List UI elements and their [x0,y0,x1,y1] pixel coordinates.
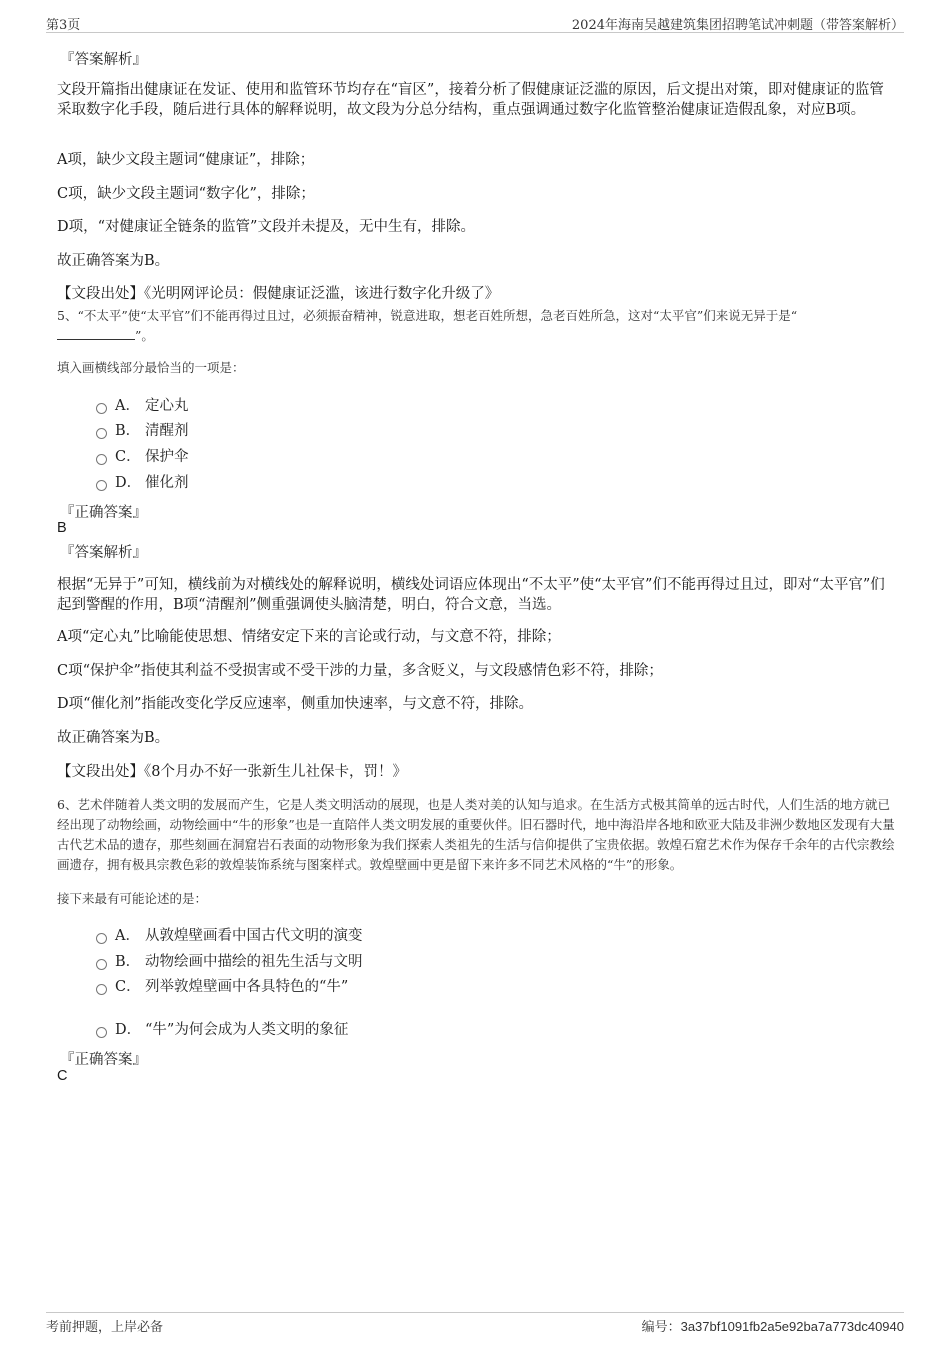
analysis-conclusion: 故正确答案为B。 [57,730,170,746]
q6-option-a[interactable]: A． 从敦煌壁画看中国古代文明的演变 [96,926,363,946]
footer-slogan: 考前押题，上岸必备 [46,1320,164,1335]
q5-option-d[interactable]: D． 催化剂 [96,473,189,493]
question-5-stem: 5、“不太平”使“太平官”们不能再得过且过，必须振奋精神，锐意进取，想老百姓所想，急老百姓所急，这对“太平官”们来说无异于是“ ”。 [57,308,798,343]
correct-answer: C [57,1068,68,1084]
radio-icon[interactable] [96,428,107,439]
radio-icon[interactable] [96,933,107,944]
radio-icon[interactable] [96,480,107,491]
q6-option-c[interactable]: C． 列举敦煌壁画中各具特色的“牛” [96,977,348,997]
source-citation: 【文段出处】《光明网评论员：假健康证泛滥，该进行数字化升级了》 [57,286,500,302]
source-citation: 【文段出处】《8个月办不好一张新生儿社保卡，罚！》 [57,764,407,780]
radio-icon[interactable] [96,403,107,414]
q5-option-a[interactable]: A． 定心丸 [96,396,189,416]
analysis-option-d: D项，“对健康证全链条的监管”文段并未提及，无中生有，排除。 [57,219,475,235]
q6-option-d[interactable]: D． “牛”为何会成为人类文明的象征 [96,1020,348,1040]
analysis-label: 『答案解析』 [60,52,147,68]
page-header [46,14,904,33]
analysis-option-c: C项，缺少文段主题词“数字化”，排除； [57,186,315,202]
document-title: 2024年海南吴越建筑集团招聘笔试冲刺题（带答案解析） [571,18,904,33]
question-5-prompt: 填入画横线部分最恰当的一项是： [57,360,245,375]
document-code: 编号：3a37bf1091fb2a5e92ba7a773dc40940 [641,1319,904,1335]
analysis-conclusion: 故正确答案为B。 [57,253,170,269]
analysis-paragraph: 文段开篇指出健康证在发证、使用和监管环节均存在“盲区”，接着分析了假健康证泛滥的原因，后文提出对策，即对健康证的监管采取数字化手段，随后进行具体的解释说明，故文段为分总分结构，重点强调通过数字化监管整治健康证造假乱象，对应B项。 [57,82,884,118]
radio-icon[interactable] [96,1027,107,1038]
correct-answer: B [57,520,67,536]
radio-icon[interactable] [96,454,107,465]
analysis-option-a: A项，缺少文段主题词“健康证”，排除； [57,152,315,168]
q5-option-c[interactable]: C． 保护伞 [96,447,189,467]
radio-icon[interactable] [96,984,107,995]
page-footer [46,1312,904,1333]
analysis-option-a: A项“定心丸”比喻能使思想、情绪安定下来的言论或行动，与文意不符，排除； [57,629,561,645]
q6-option-b[interactable]: B． 动物绘画中描绘的祖先生活与文明 [96,952,363,972]
page-number: 第3页 [46,18,81,33]
analysis-label: 『答案解析』 [60,545,147,561]
analysis-paragraph: 根据“无异于”可知，横线前为对横线处的解释说明，横线处词语应体现出“不太平”使“太平官”们不能再得过且过，即对“太平官”们起到警醒的作用，B项“清醒剂”侧重强调使头脑清楚，明白，符合文意，当选。 [57,577,885,613]
q5-option-b[interactable]: B． 清醒剂 [96,421,189,441]
analysis-option-c: C项“保护伞”指使其利益不受损害或不受干涉的力量，多含贬义，与文段感情色彩不符，排除； [57,663,663,679]
question-6-prompt: 接下来最有可能论述的是： [57,891,208,906]
analysis-option-d: D项“催化剂”指能改变化学反应速率，侧重加快速率，与文意不符，排除。 [57,696,533,712]
correct-answer-label: 『正确答案』 [60,1052,147,1068]
radio-icon[interactable] [96,959,107,970]
question-6-stem: 6、艺术伴随着人类文明的发展而产生，它是人类文明活动的展现，也是人类对美的认知与追求。在生活方式极其简单的远古时代，人们生活的地方就已经出现了动物绘画，动物绘画中“牛的形象”也是一直陪伴人类文明发展的重要伙伴。旧石器时代，地中海沿岸各地和欧亚大陆及非洲少数地区发现有大量古代艺术品的遗存，那些刻画在洞窟岩石表面的动物形象为我们探索人类祖先的生活与信仰提供了宝贵依据。敦煌石窟艺术作为保存千余年的古代宗教绘画遗存，拥有极具宗教色彩的敦煌装饰系统与图案样式。敦煌壁画中更是留下来许多不同艺术风格的“牛”的形象。 [57,797,895,872]
correct-answer-label: 『正确答案』 [60,505,147,521]
fill-blank [57,327,135,340]
